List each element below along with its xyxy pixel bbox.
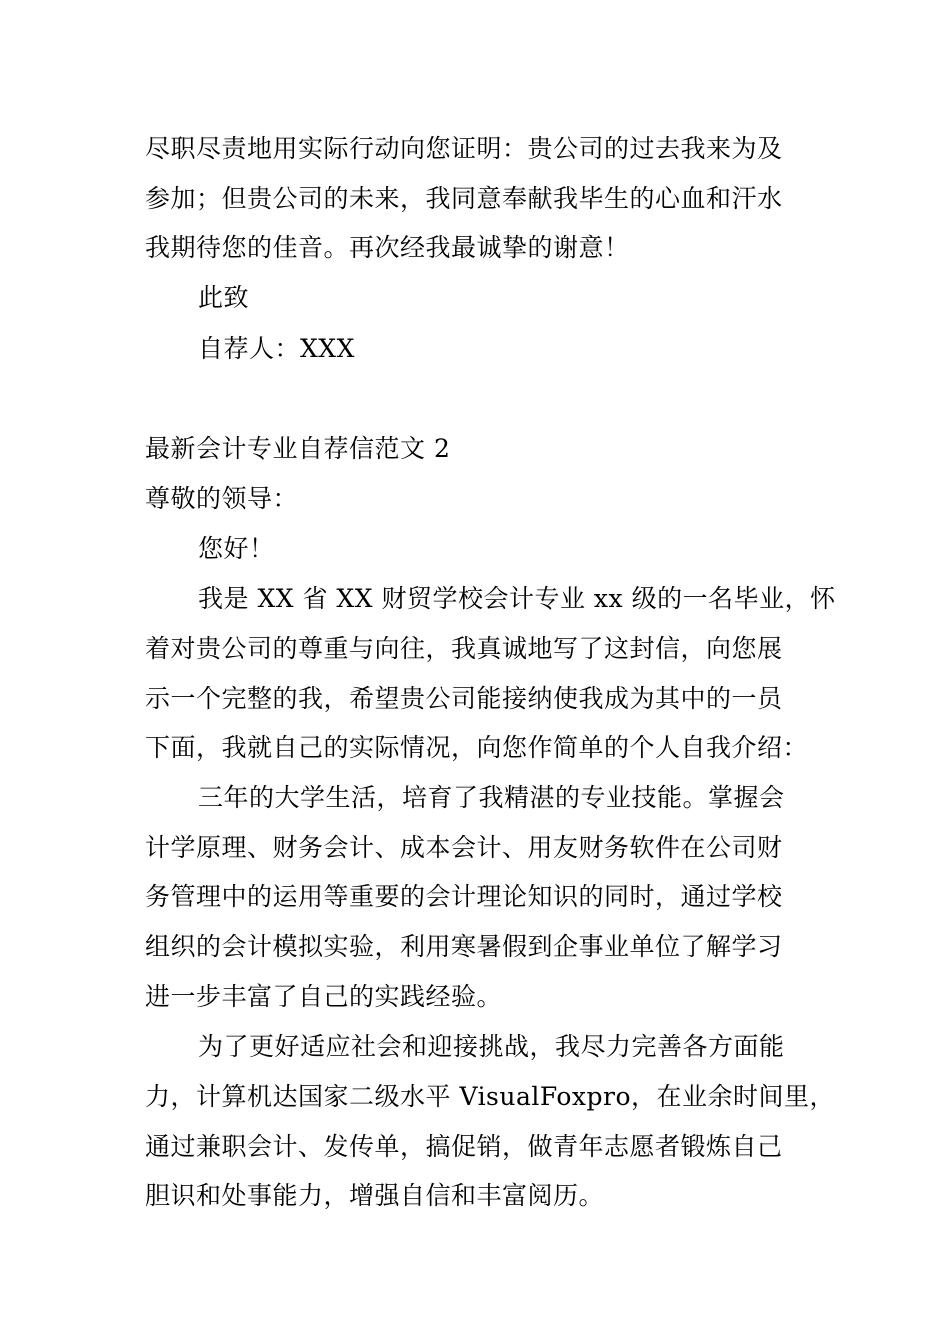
paragraph-line: 着对贵公司的尊重与向往，我真诚地写了这封信，向您展 [145,634,783,663]
text-line: 尽职尽责地用实际行动向您证明：贵公司的过去我来为及 [145,134,783,163]
paragraph-line: 力，计算机达国家二级水平 VisualFoxpro，在业余时间里， [145,1082,836,1111]
paragraph-line: 务管理中的运用等重要的会计理论知识的同时，通过学校 [145,882,783,911]
paragraph-line: 胆识和处事能力，增强自信和丰富阅历。 [145,1181,605,1210]
paragraph-line: 为了更好适应社会和迎接挑战，我尽力完善各方面能 [198,1032,785,1061]
greeting: 您好！ [198,534,275,563]
paragraph-line: 下面，我就自己的实际情况，向您作简单的个人自我介绍： [145,733,809,762]
section-title: 最新会计专业自荐信范文 2 [145,434,451,463]
paragraph-line: 组织的会计模拟实验，利用寒暑假到企事业单位了解学习 [145,932,783,961]
text-line: 参加；但贵公司的未来，我同意奉献我毕生的心血和汗水 [145,184,783,213]
paragraph-line: 进一步丰富了自己的实践经验。 [145,982,503,1011]
paragraph-line: 示一个完整的我，希望贵公司能接纳使我成为其中的一员 [145,684,783,713]
text-line: 我期待您的佳音。再次经我最诚挚的谢意！ [145,233,630,262]
closing-line: 此致 [198,283,250,312]
salutation: 尊敬的领导： [145,484,299,513]
paragraph-line: 我是 XX 省 XX 财贸学校会计专业 xx 级的一名毕业，怀 [198,584,836,613]
paragraph-line: 计学原理、财务会计、成本会计、用友财务软件在公司财 [145,833,783,862]
signature-line: 自荐人：XXX [198,334,355,363]
paragraph-line: 通过兼职会计、发传单，搞促销，做青年志愿者锻炼自己 [145,1132,783,1161]
paragraph-line: 三年的大学生活，培育了我精湛的专业技能。掌握会 [198,783,785,812]
